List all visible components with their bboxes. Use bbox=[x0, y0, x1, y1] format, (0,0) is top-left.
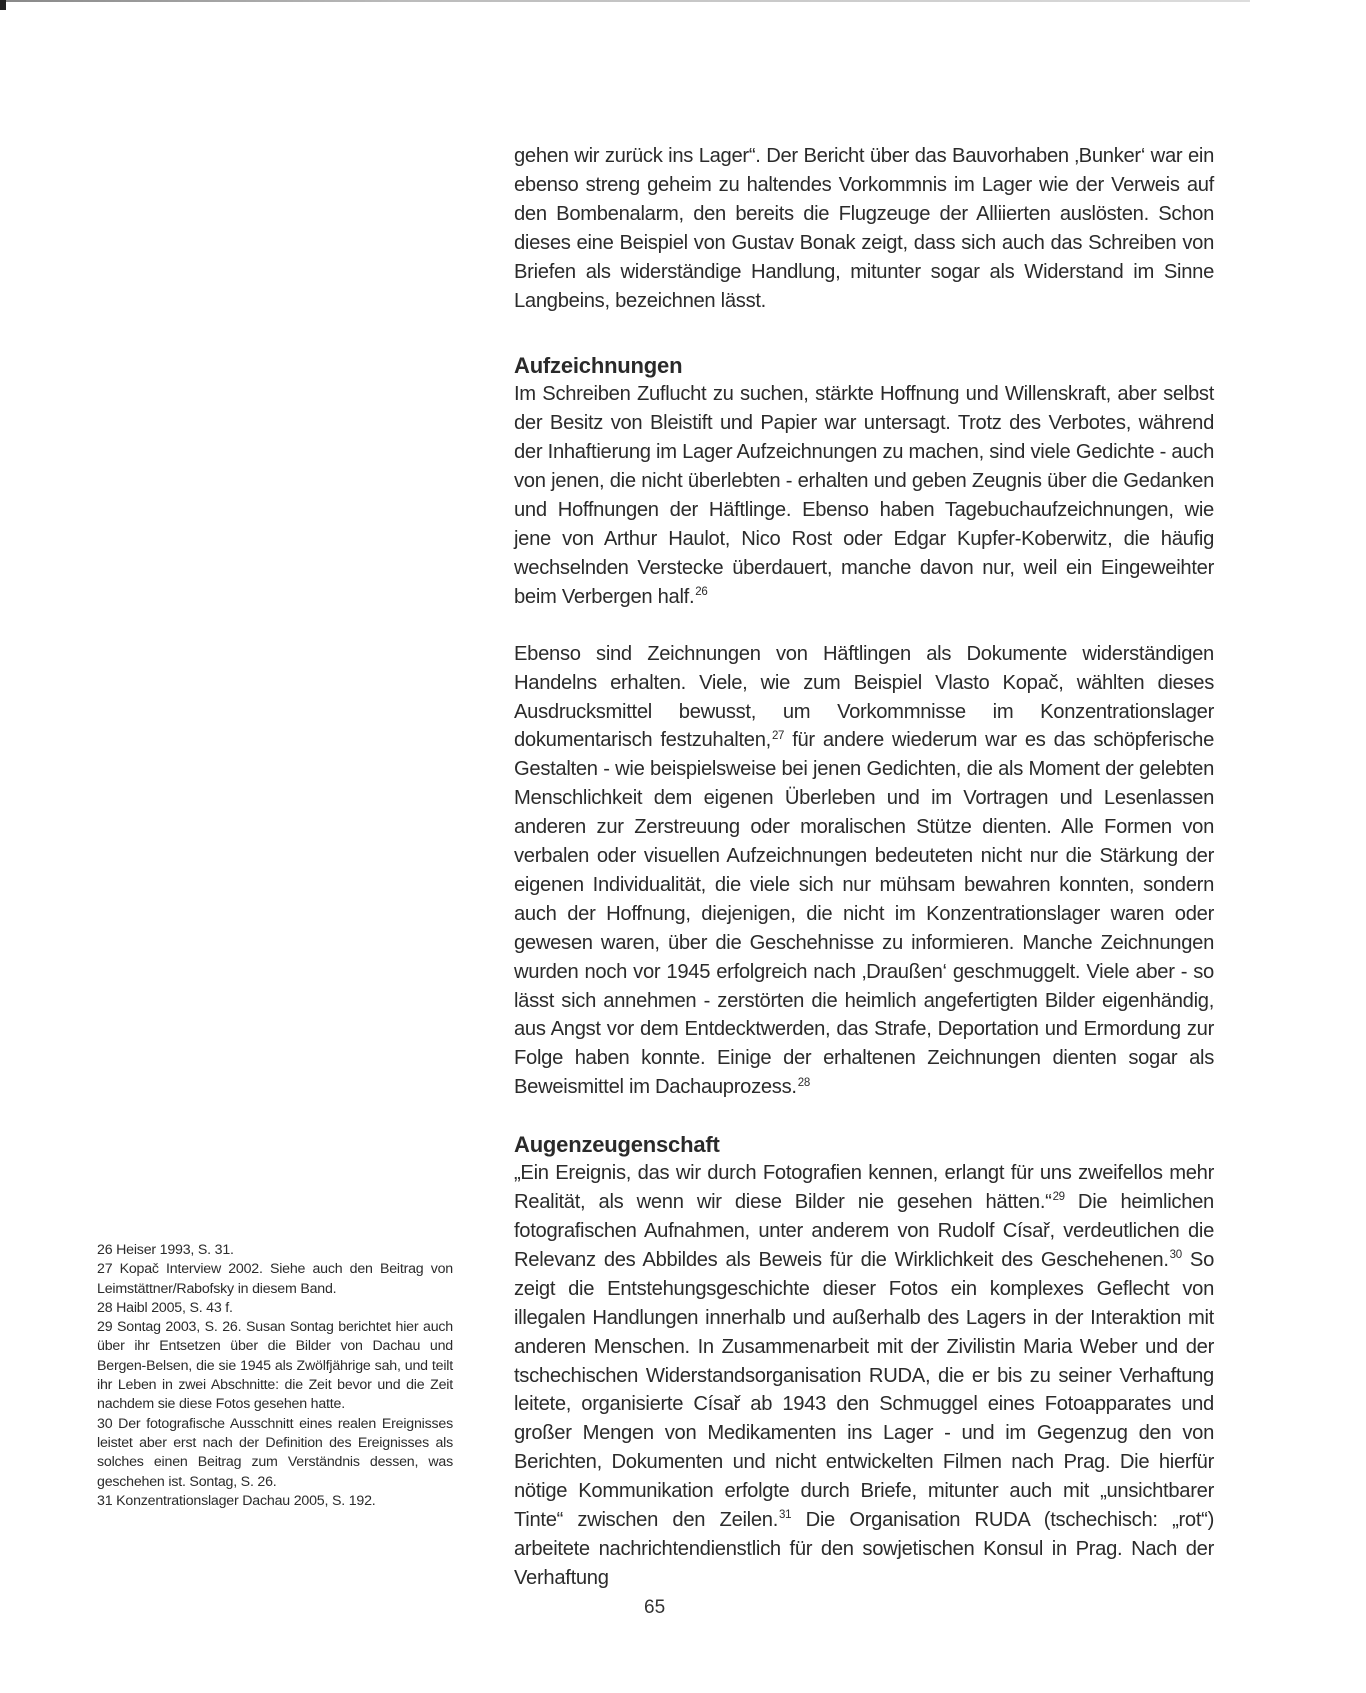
paragraph-aufzeichnungen bbox=[514, 380, 1214, 611]
paragraph-text: Die heimlichen fotografischen Aufnahmen, unter anderem von Rudolf Císař, verdeutlichen die Relevanz des Abbildes als Beweis für die Wirklichkeit des Geschehenen. bbox=[514, 1191, 1214, 1271]
footnote-30: 30 Der fotografische Ausschnitt eines realen Ereignisses leistet aber erst nach der Definition des Ereignisses als solches einen Beitrag zum Verständnis dessen, was geschehen ist. Sontag, S. 26. bbox=[97, 1415, 453, 1490]
footnote-ref-26[interactable]: 26 bbox=[695, 586, 708, 599]
top-border-rule bbox=[0, 0, 1250, 2]
footnote-ref-29[interactable]: 29 bbox=[1052, 1191, 1065, 1204]
paragraph-text: „Ein Ereignis, das wir durch Fotografien kennen, erlangt für uns zweifellos mehr Realität, als wenn wir diese Bilder nie gesehen hätten.“ bbox=[514, 1162, 1214, 1214]
corner-crop-mark bbox=[0, 0, 6, 10]
paragraph-zeichnungen bbox=[514, 640, 1214, 1103]
footnote-26: 26 Heiser 1993, S. 31. bbox=[97, 1242, 234, 1258]
footnotes-column bbox=[97, 1241, 453, 1511]
main-text-column bbox=[514, 142, 1214, 1593]
footnote-28: 28 Haibl 2005, S. 43 f. bbox=[97, 1299, 233, 1316]
section-heading-augenzeugenschaft: Augenzeugenschaft bbox=[514, 1132, 720, 1158]
paragraph-text: So zeigt die Entstehungsgeschichte dieser Fotos ein komplexes Geflecht von illegalen Handlungen innerhalb und außerhalb des Lagers in der Interaktion mit anderen Menschen. In Zusammenarbeit mit der Zivilistin Maria Weber und der tschechischen Widerstandsorganisation RUDA, die er bis zu seiner Verhaftung leitete, organisierte Císař ab 1943 den Schmuggel eines Fotoapparates und großer Mengen von Medikamenten ins Lager - und im Gegenzug den von Berichten, Dokumenten und nicht entwickelten Filmen nach Prag. Die hierfür nötige Kommunikation erfolgte durch Briefe, mitunter auch mit „unsichtbarer Tinte“ zwischen den Zeilen. bbox=[514, 1248, 1215, 1532]
footnote-ref-27[interactable]: 27 bbox=[771, 729, 785, 742]
paragraph-text: für andere wiederum war es das schöpferische Gestalten - wie beispielsweise bei jenen Gedichten, die als Moment der gelebten Menschlichkeit dem eigenen Überleben und im Vortragen und Lesenlassen anderen zur Zerstreuung oder moralischen Stütze dienten. Alle Formen von verbalen oder visuellen Aufzeichnungen bedeuteten nicht nur die Stärkung der eigenen Individualität, die viele sich nur mühsam bewahren konnten, sondern auch der Hoffnung, diejenigen, die nicht im Konzentrationslager waren oder gewesen waren, über die Geschehnisse zu informieren. Manche Zeichnungen wurden noch vor 1945 erfolgreich nach ‚Draußen‘ geschmuggelt. Viele aber - so lässt sich annehmen - zerstörten die heimlich angefertigten Bilder eigenhändig, aus Angst vor dem Entdecktwerden, das Strafe, Deportation und Ermordung zur Folge haben konnte. Einige der erhaltenen Zeichnungen dienten sogar als Beweismittel im Dachauprozess. bbox=[514, 729, 1214, 1099]
paragraph-text: Im Schreiben Zuflucht zu suchen, stärkte Hoffnung und Willenskraft, aber selbst der Besitz von Bleistift und Papier war untersagt. Trotz des Verbotes, während der Inhaftierung im Lager Aufzeichnungen zu machen, sind viele Gedichte - auch von jenen, die nicht überlebten - erhalten und geben Zeugnis über die Gedanken und Hoffnungen der Häftlinge. Ebenso haben Tagebuchaufzeichnungen, wie jene von Arthur Haulot, Nico Rost oder Edgar Kupfer-Koberwitz, die häufig wechselnden Verstecke überdauert, manche davon nur, weil ein Eingeweihter beim Verbergen half. bbox=[514, 383, 1214, 608]
section-heading-aufzeichnungen: Aufzeichnungen bbox=[514, 353, 683, 379]
paragraph-augenzeugenschaft bbox=[514, 1159, 1214, 1593]
paragraph-text: Ebenso sind Zeichnungen von Häftlingen als Dokumente widerständigen Handelns erhalten. Viele, wie zum Beispiel Vlasto Kopač, wählten dieses Ausdrucksmittel bewusst, um Vorkommnisse im Konzentrationslager dokumentarisch festzuhalten, bbox=[514, 642, 1214, 752]
footnote-ref-28[interactable]: 28 bbox=[797, 1076, 810, 1089]
page-number: 65 bbox=[644, 1597, 666, 1618]
footnote-ref-31[interactable]: 31 bbox=[779, 1509, 792, 1522]
paragraph-intro bbox=[514, 142, 1214, 315]
paragraph-text: Die Organisation RUDA (tschechisch: „rot“) arbeitete nachrichtendienstlich für den sowjetischen Konsul in Prag. Nach der Verhaftung bbox=[514, 1509, 1214, 1589]
footnote-27: 27 Kopač Interview 2002. Siehe auch den Beitrag von Leimstättner/Rabofsky in diesem Band. bbox=[97, 1261, 453, 1297]
paragraph-text: gehen wir zurück ins Lager“. Der Bericht über das Bauvorhaben ‚Bunker‘ war ein ebenso streng geheim zu haltendes Vorkommnis im Lager wie der Verweis auf den Bombenalarm, den bereits die Flugzeuge der Alliierten auslösten. Schon dieses eine Beispiel von Gustav Bonak zeigt, dass sich auch das Schreiben von Briefen als widerständige Handlung, mitunter sogar als Widerstand im Sinne Langbeins, bezeichnen lässt. bbox=[514, 145, 1214, 312]
footnote-31: 31 Konzentrationslager Dachau 2005, S. 192. bbox=[97, 1492, 376, 1509]
footnote-ref-30[interactable]: 30 bbox=[1169, 1249, 1182, 1262]
footnote-29: 29 Sontag 2003, S. 26. Susan Sontag berichtet hier auch über ihr Entsetzen über die Bilder von Dachau und Bergen-Belsen, die sie 1945 als Zwölfjährige sah, und teilt ihr Leben in zwei Abschnitte: die Zeit bevor und die Zeit nachdem sie diese Fotos gesehen hatte. bbox=[97, 1319, 453, 1413]
